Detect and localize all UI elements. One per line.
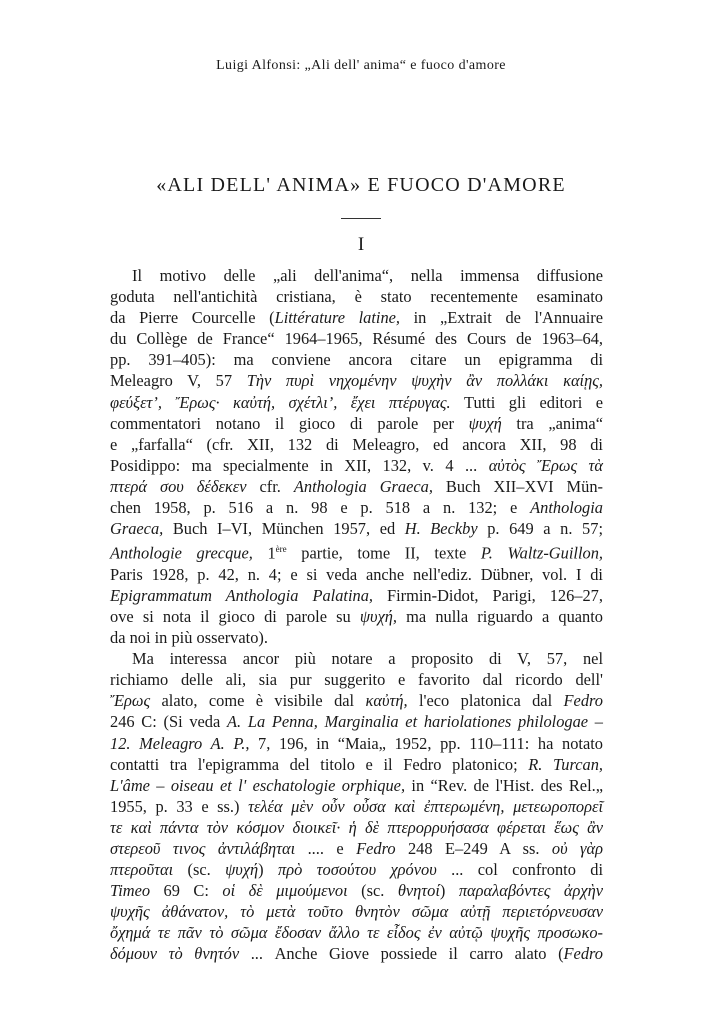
italic-run: παραλαβόντες ἀρχὴν bbox=[458, 881, 604, 901]
text-line bbox=[110, 328, 603, 349]
text-run: 69 C: bbox=[150, 881, 223, 901]
italic-run: R. Turcan, bbox=[528, 754, 603, 774]
text-run: in „Extrait de l'Annuaire bbox=[400, 308, 604, 328]
italic-run: Fedro bbox=[563, 944, 603, 964]
text-line bbox=[110, 754, 603, 775]
italic-run: P. Waltz-Guillon, bbox=[480, 543, 603, 563]
italic-run: πτεροῦται bbox=[110, 860, 174, 880]
text-line bbox=[110, 564, 603, 585]
text-run: .... e bbox=[295, 839, 357, 858]
text-run: 7, 196, in “Maia„ 1952, pp. 110–111: ha notato bbox=[249, 733, 603, 753]
text-line bbox=[110, 690, 603, 711]
text-line bbox=[110, 455, 603, 476]
article-body bbox=[110, 265, 603, 965]
italic-run: 12. Meleagro A. P., bbox=[110, 733, 250, 753]
text-line bbox=[110, 606, 603, 627]
text-run: da Pierre Courcelle ( bbox=[110, 308, 275, 328]
italic-run: Fedro bbox=[563, 691, 603, 711]
text-run: Ma interessa ancor più notare a proposito di V, 57, nel bbox=[132, 649, 603, 669]
italic-run: ψυχή bbox=[468, 413, 502, 433]
paragraph bbox=[110, 648, 603, 964]
text-run: ... col confronto di bbox=[436, 860, 604, 880]
text-run: du Collège de France“ 1964–1965, Résumé des Cours de 1963–64, bbox=[110, 329, 603, 349]
text-run: ove si nota il gioco di parole su bbox=[110, 606, 360, 626]
text-line bbox=[110, 307, 603, 328]
text-run: Meleagro V, 57 bbox=[110, 371, 247, 391]
italic-run: πτερά σου δέδεκεν bbox=[110, 476, 247, 496]
italic-run: Epigrammatum Anthologia Palatina, bbox=[110, 585, 374, 605]
text-line bbox=[110, 817, 603, 838]
text-run: contatti tra l'epigramma del titolo e il Fedro platonico; bbox=[110, 754, 529, 774]
italic-run: φεύξετ’, Ἔρως· καὐτή, σχέτλι’, ἔχει πτέρυγας. bbox=[110, 392, 451, 412]
text-run: Posidippo: ma specialmente in XII, 132, v. 4 ... bbox=[110, 455, 489, 475]
text-line bbox=[110, 943, 603, 964]
text-run: (sc. bbox=[347, 881, 398, 901]
text-run: partie, tome II, texte bbox=[286, 543, 481, 563]
italic-run: Timeo bbox=[110, 881, 151, 901]
text-run: Firmin-Didot, Parigi, 126–27, bbox=[373, 585, 603, 605]
text-run: da noi in più osservato). bbox=[110, 628, 268, 648]
italic-run: θνητοί bbox=[397, 881, 440, 901]
italic-run: τελέα μὲν οὖν οὖσα καὶ ἐπτερωμένη, μετεωροπορεῖ bbox=[248, 796, 604, 816]
text-run: Il motivo delle „ali dell'anima“, nella immensa diffusione bbox=[132, 266, 603, 285]
italic-run: πρὸ τοσούτου χρόνου bbox=[278, 860, 437, 880]
italic-run: Anthologie grecque, bbox=[110, 543, 253, 563]
italic-run: οἱ δὲ μιμούμενοι bbox=[222, 881, 348, 901]
italic-run: οὐ γὰρ bbox=[551, 839, 603, 858]
italic-run: ψυχή, bbox=[359, 606, 398, 626]
text-line bbox=[110, 392, 603, 413]
italic-run: ὄχημά τε πᾶν τὸ σῶμα ἔδοσαν ἄλλο τε εἶδος ἐν αὐτῷ ψυχῆς προσωκο- bbox=[110, 923, 603, 943]
text-run: ma nulla riguardo a quanto bbox=[397, 606, 603, 626]
text-run: cfr. bbox=[246, 476, 294, 496]
text-line bbox=[110, 518, 603, 539]
text-run: Tutti gli editori e bbox=[450, 392, 603, 412]
text-line bbox=[110, 413, 603, 434]
italic-run: στερεοῦ τινος ἀντιλάβηται bbox=[110, 839, 296, 858]
text-run: chen 1958, p. 516 a n. 98 e p. 518 a n. 132; e bbox=[110, 498, 531, 518]
text-run: Buch I–VI, München 1957, ed bbox=[163, 519, 405, 539]
title-rule bbox=[341, 218, 381, 219]
text-run: 1955, p. 33 e ss.) bbox=[110, 796, 249, 816]
text-line bbox=[110, 286, 603, 307]
text-run: in “Rev. de l'Hist. des Rel.„ bbox=[405, 775, 603, 795]
italic-run: καὐτή, bbox=[365, 691, 408, 711]
italic-run: αὐτὸς Ἔρως τὰ bbox=[488, 455, 604, 475]
text-run: commentatori notano il gioco di parole per bbox=[110, 413, 469, 433]
text-run: e „farfalla“ (cfr. XII, 132 di Meleagro, ed ancora XII, 98 di bbox=[110, 434, 603, 454]
text-run: ... Anche Giove possiede il carro alato ( bbox=[239, 944, 564, 964]
italic-run: A. La Penna, Marginalia et hariolationes philologae – bbox=[227, 712, 603, 732]
italic-run: Ἔρως bbox=[110, 691, 151, 711]
text-line bbox=[110, 711, 603, 732]
text-line bbox=[110, 775, 603, 796]
text-run: richiamo delle ali, sia pur suggerito e favorito dal ricordo dell' bbox=[110, 670, 603, 690]
text-line bbox=[110, 733, 603, 754]
text-run: 1 bbox=[252, 543, 276, 563]
text-run: pp. 391–405): ma conviene ancora citare un epigramma di bbox=[110, 350, 603, 370]
italic-run: Anthologia Graeca, bbox=[293, 476, 433, 496]
text-run: Buch XII–XVI Mün- bbox=[432, 476, 603, 496]
text-line bbox=[110, 265, 603, 286]
text-line bbox=[110, 648, 603, 669]
text-line bbox=[110, 585, 603, 606]
text-line bbox=[110, 539, 603, 564]
text-line bbox=[110, 370, 603, 391]
text-run: tra „anima“ bbox=[501, 413, 603, 433]
italic-run: ψυχή bbox=[225, 860, 259, 880]
italic-run: τε καὶ πάντα τὸν κόσμον διοικεῖ· ἡ δὲ πτερορρυήσασα φέρεται ἕως ἂν bbox=[110, 817, 603, 837]
text-line bbox=[110, 880, 603, 901]
text-line bbox=[110, 901, 603, 922]
running-head: Luigi Alfonsi: „Ali dell' anima“ e fuoco d'amore bbox=[216, 58, 506, 73]
text-line bbox=[110, 922, 603, 943]
superscript: ère bbox=[275, 544, 287, 555]
italic-run: Graeca, bbox=[110, 519, 164, 539]
text-run: Paris 1928, p. 42, n. 4; e si veda anche nell'ediz. Dübner, vol. I di bbox=[110, 564, 603, 584]
italic-run: H. Beckby bbox=[404, 519, 478, 539]
text-line bbox=[110, 859, 603, 880]
text-run: goduta nell'antichità cristiana, è stato recentemente esaminato bbox=[110, 287, 603, 307]
italic-run: Anthologia bbox=[530, 498, 603, 518]
text-line bbox=[110, 838, 603, 859]
text-run: p. 649 a n. 57; bbox=[477, 519, 603, 539]
text-line bbox=[110, 476, 603, 497]
text-line bbox=[110, 796, 603, 817]
text-run: alato, come è visibile dal bbox=[150, 691, 366, 711]
section-number: I bbox=[357, 234, 365, 255]
text-line bbox=[110, 434, 603, 455]
italic-run: L'âme – oiseau et l' eschatologie orphique, bbox=[110, 775, 406, 795]
text-run: ) bbox=[439, 881, 459, 901]
text-run: l'eco platonica dal bbox=[407, 691, 564, 711]
italic-run: Τὴν πυρὶ νηχομένην ψυχὴν ἂν πολλάκι καίῃς, bbox=[246, 371, 603, 391]
italic-run: Littérature latine, bbox=[274, 308, 401, 328]
italic-run: δόμουν τὸ θνητόν bbox=[110, 944, 240, 964]
text-line bbox=[110, 497, 603, 518]
text-run: ) bbox=[258, 860, 278, 880]
text-line bbox=[110, 669, 603, 690]
text-line bbox=[110, 349, 603, 370]
text-run: 246 C: (Si veda bbox=[110, 712, 227, 732]
text-run: (sc. bbox=[173, 860, 226, 880]
italic-run: Fedro bbox=[356, 839, 396, 858]
text-line bbox=[110, 627, 603, 648]
text-run: 248 E–249 A ss. bbox=[395, 839, 552, 858]
article-title: «ALI DELL' ANIMA» E FUOCO D'AMORE bbox=[156, 174, 566, 196]
italic-run: ψυχῆς ἀθάνατον, τὸ μετὰ τοῦτο θνητὸν σῶμα αὐτῇ περιετόρνευσαν bbox=[110, 902, 603, 922]
paragraph bbox=[110, 265, 603, 648]
